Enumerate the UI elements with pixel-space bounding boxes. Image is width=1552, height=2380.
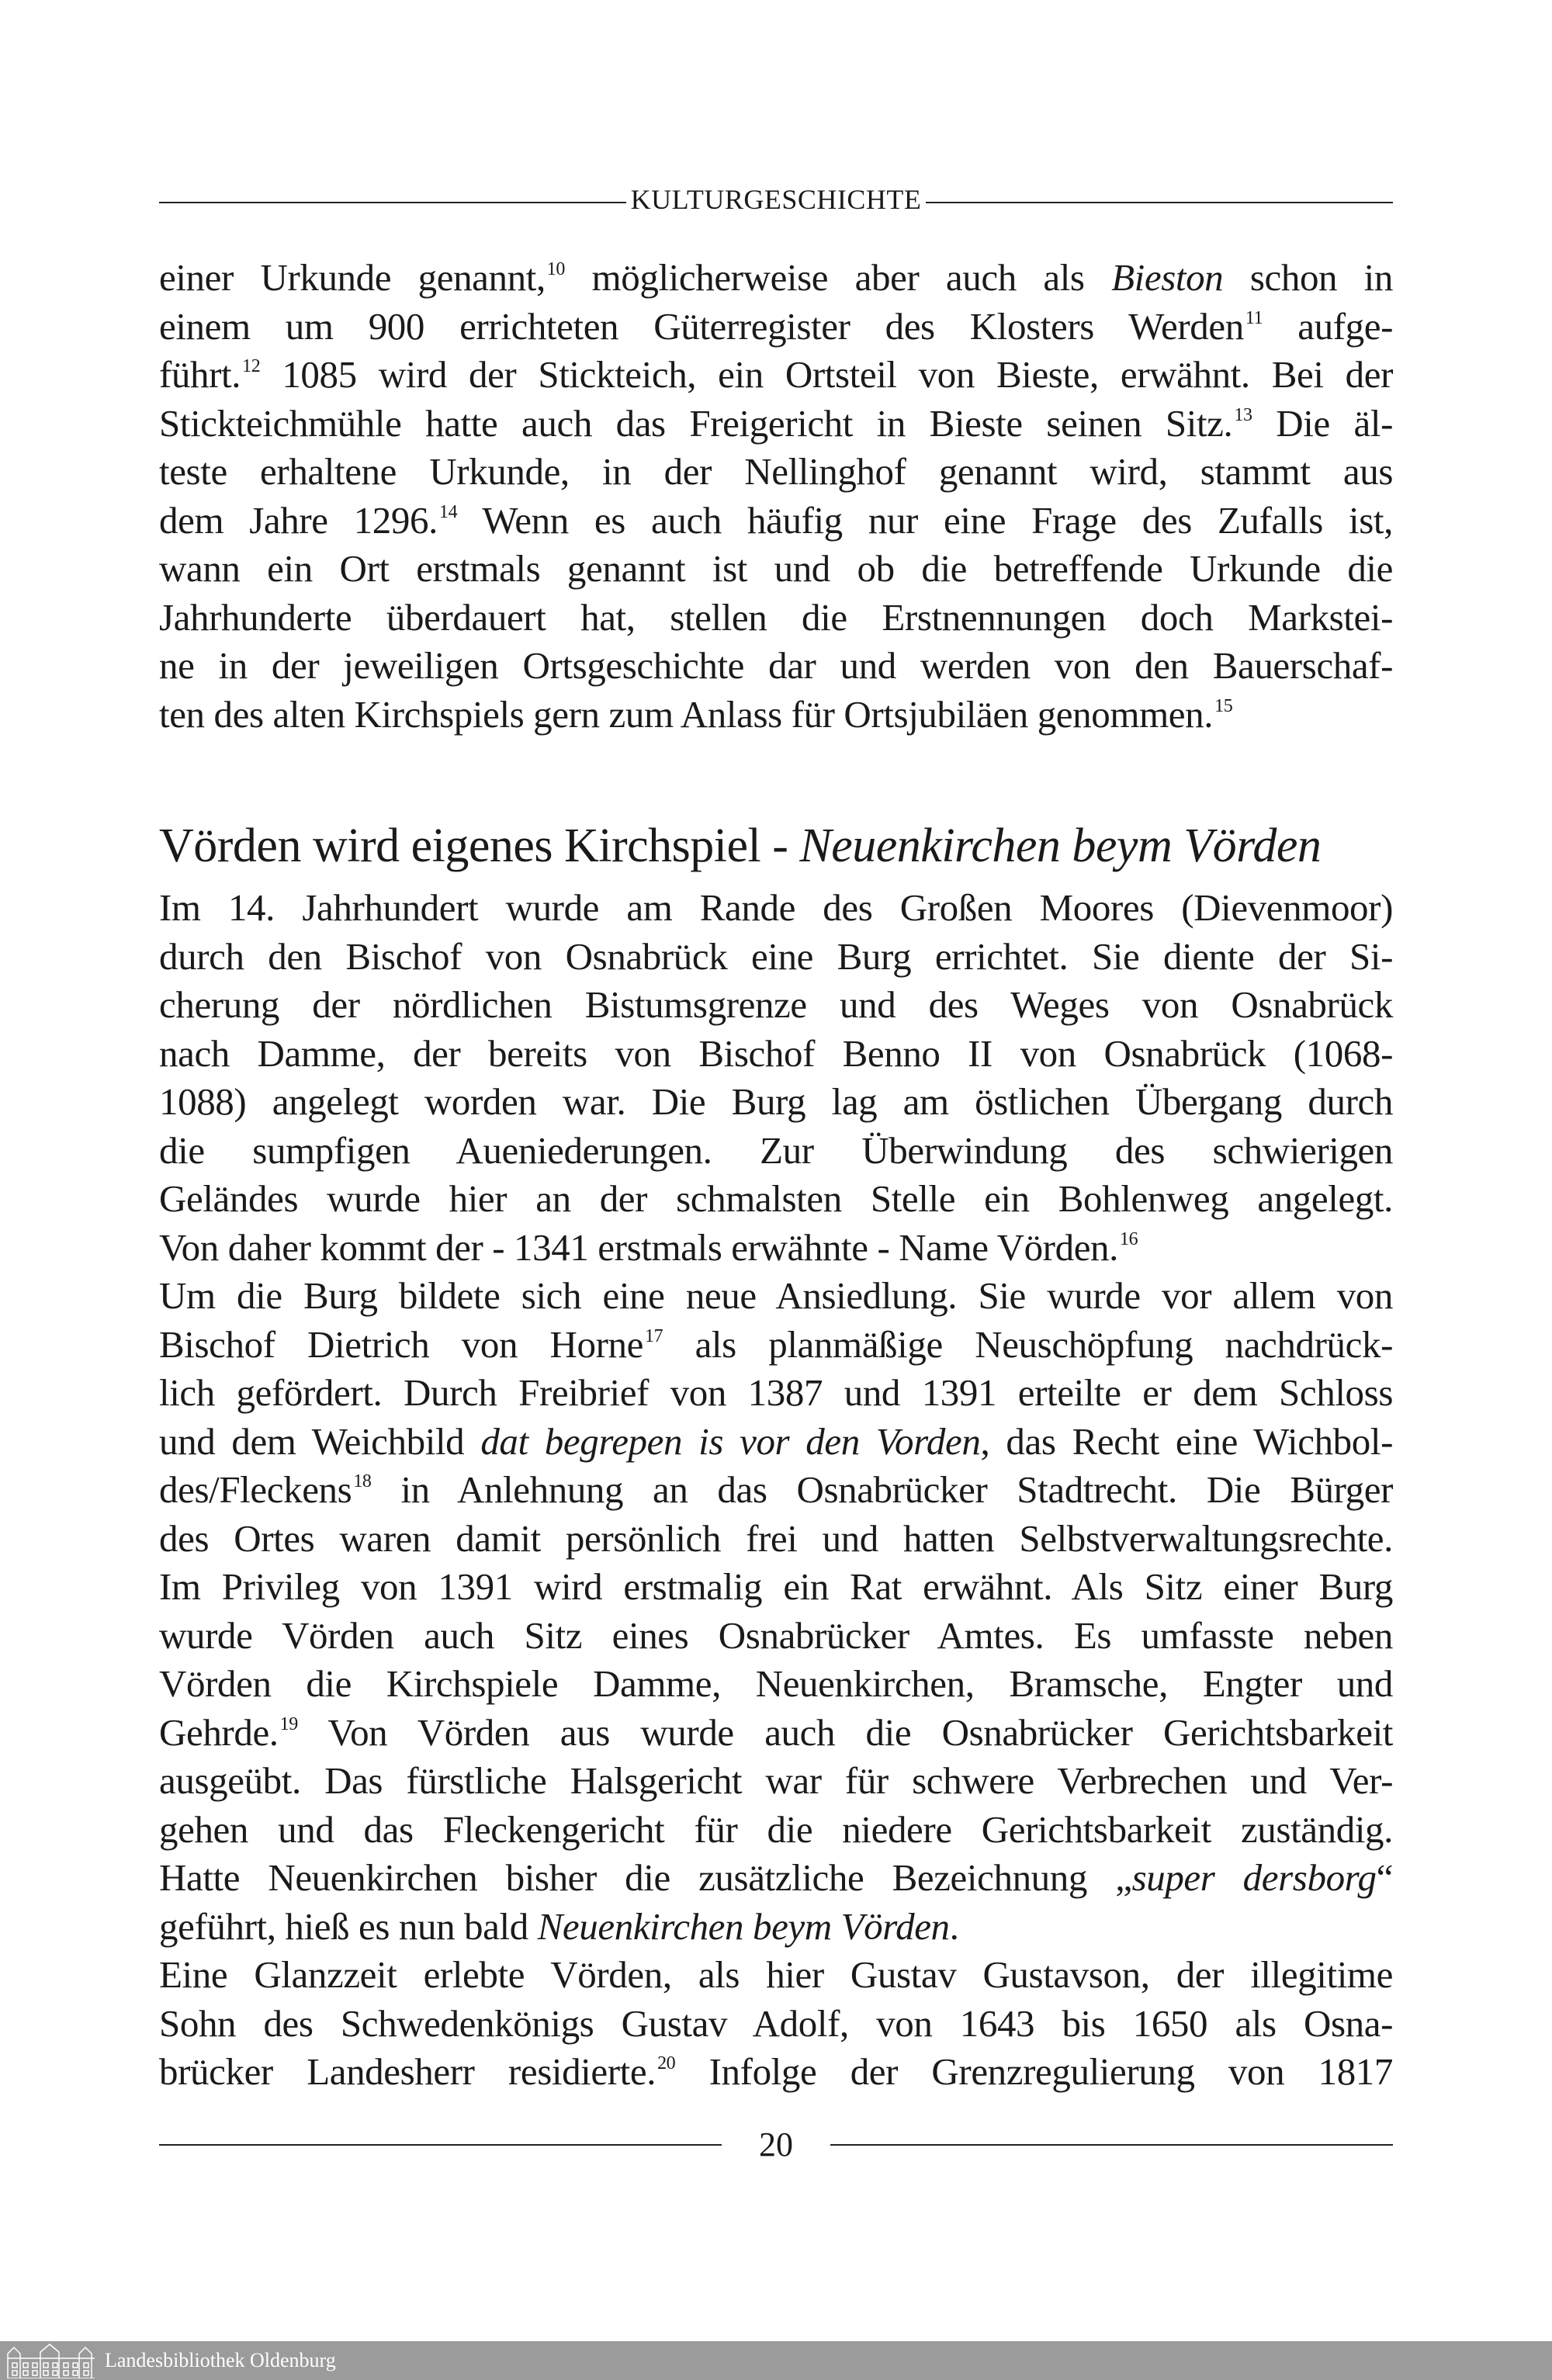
text-run: wann ein Ort erstmals genannt ist und ob die betreffende Urkunde die (159, 547, 1393, 590)
text-run: , das Recht eine Wichbol- (980, 1419, 1393, 1463)
text-line (159, 1078, 1393, 1127)
footnote-ref: 18 (353, 1471, 372, 1491)
text-line (159, 303, 1393, 352)
text-line (159, 1563, 1393, 1612)
text-line (159, 1369, 1393, 1418)
text-line (159, 1224, 1393, 1273)
italic-text: super dersborg (1131, 1856, 1377, 1899)
text-run: Vörden die Kirchspiele Damme, Neuenkirchen, Bramsche, Engter und (159, 1662, 1393, 1705)
italic-text: Neuenkirchen beym Vörden (537, 1904, 950, 1948)
text-line (159, 1127, 1393, 1176)
text-run: einer Urkunde genannt, (159, 256, 546, 299)
text-run: Die äl- (1252, 401, 1393, 445)
text-line (159, 642, 1393, 691)
text-line (159, 497, 1393, 546)
text-run: dem Jahre 1296. (159, 498, 438, 542)
footnote-ref: 10 (546, 259, 565, 279)
text-run: Wenn es auch häufig nur eine Frage des Zufalls ist, (457, 498, 1393, 542)
page-number: 20 (759, 2125, 793, 2163)
running-title: KULTURGESCHICHTE (626, 184, 927, 215)
text-line (159, 1321, 1393, 1370)
text-line (159, 2048, 1393, 2097)
running-head (0, 183, 1552, 216)
text-line (159, 1466, 1393, 1515)
text-run: des/Fleckens (159, 1468, 352, 1511)
footnote-ref: 17 (644, 1325, 663, 1346)
text-run: Im 14. Jahrhundert wurde am Rande des Großen Moores (Dievenmoor) (159, 886, 1393, 929)
section-heading-text: Vörden wird eigenes Kirchspiel - (159, 819, 800, 872)
text-run: Um die Burg bildete sich eine neue Ansiedlung. Sie wurde vor allem von (159, 1274, 1393, 1317)
text-run: des Ortes waren damit persönlich frei und hatten Selbstverwaltungsrechte. (159, 1516, 1393, 1560)
text-run: möglicherweise aber auch als (565, 256, 1112, 299)
text-run: wurde Vörden auch Sitz eines Osnabrücker Amtes. Es umfasste neben (159, 1613, 1393, 1657)
text-run: 1085 wird der Stickteich, ein Ortsteil von Bieste, erwähnt. Bei der (260, 353, 1393, 396)
text-line (159, 351, 1393, 400)
text-run: Hatte Neuenkirchen bisher die zusätzliche Bezeichnung „ (159, 1856, 1132, 1899)
text-run: Gehrde. (159, 1710, 279, 1754)
text-run: in Anlehnung an das Osnabrücker Stadtrecht. Die Bürger (371, 1468, 1393, 1511)
footnote-ref: 11 (1245, 307, 1263, 328)
text-run: cherung der nördlichen Bistumsgrenze und des Weges von Osnabrück (159, 983, 1393, 1026)
text-run: lich gefördert. Durch Freibrief von 1387 und 1391 erteilte er dem Schloss (159, 1371, 1393, 1414)
italic-text: dat begrepen is vor den Vorden (480, 1419, 981, 1463)
text-run: ne in der jeweiligen Ortsgeschichte dar und werden von den Bauerschaf- (159, 644, 1393, 687)
text-line (159, 981, 1393, 1030)
text-run: Von daher kommt der - 1341 erstmals erwähnte - Name Vörden. (159, 1225, 1118, 1269)
text-run: 1088) angelegt worden war. Die Burg lag am östlichen Übergang durch (159, 1080, 1393, 1123)
paragraph-1 (159, 254, 1393, 739)
text-line (159, 1515, 1393, 1564)
text-run: Jahrhunderte überdauert hat, stellen die Erstnennungen doch Markstei- (159, 595, 1393, 639)
paragraph-2 (159, 884, 1393, 2097)
footnote-ref: 13 (1234, 404, 1252, 425)
text-run: Von Vörden aus wurde auch die Osnabrücker Gerichtsbarkeit (297, 1710, 1393, 1754)
text-line (159, 884, 1393, 933)
text-line (159, 254, 1393, 303)
text-run: als planmäßige Neuschöpfung nachdrück- (663, 1322, 1393, 1366)
library-building-logo-icon (5, 2343, 96, 2378)
text-line (159, 1951, 1393, 2000)
footnote-ref: 20 (657, 2053, 676, 2073)
text-run: Bischof Dietrich von Horne (159, 1322, 643, 1366)
text-line (159, 1709, 1393, 1758)
text-run: teste erhaltene Urkunde, in der Nellinghof genannt wird, stammt aus (159, 450, 1393, 493)
text-run: Stickteichmühle hatte auch das Freigericht in Bieste seinen Sitz. (159, 401, 1233, 445)
text-line (159, 1612, 1393, 1661)
text-line (159, 594, 1393, 643)
library-footer-bar (0, 2341, 1552, 2380)
footnote-ref: 12 (242, 356, 261, 376)
text-run: aufge- (1263, 304, 1393, 348)
text-run: ten des alten Kirchspiels gern zum Anlass für Ortsjubiläen genommen. (159, 692, 1214, 736)
section-heading-italic: Neuenkirchen beym Vörden (799, 819, 1322, 872)
text-line (159, 1903, 1393, 1952)
text-run: Infolge der Grenzregulierung von 1817 (675, 2050, 1393, 2093)
text-line (159, 2000, 1393, 2049)
text-run: geführt, hieß es nun bald (159, 1904, 538, 1948)
text-run: die sumpfigen Aueniederungen. Zur Überwindung des schwierigen (159, 1128, 1393, 1172)
italic-text: Bieston (1111, 256, 1224, 299)
text-run: “ (1376, 1856, 1393, 1899)
footnote-ref: 14 (438, 501, 458, 522)
text-line (159, 1175, 1393, 1224)
library-name: Landesbibliothek Oldenburg (105, 2349, 336, 2371)
footnote-ref: 15 (1214, 695, 1233, 716)
text-run: und dem Weichbild (159, 1419, 481, 1463)
text-line (159, 691, 1393, 740)
footnote-ref: 19 (279, 1713, 298, 1734)
text-line (159, 1757, 1393, 1806)
footnote-ref: 16 (1120, 1228, 1138, 1249)
text-run: gehen und das Fleckengericht für die niedere Gerichtsbarkeit zuständig. (159, 1807, 1393, 1851)
text-line (159, 1854, 1393, 1903)
text-run: Im Privileg von 1391 wird erstmalig ein Rat erwähnt. Als Sitz einer Burg (159, 1565, 1393, 1608)
text-line (159, 400, 1393, 449)
text-run: durch den Bischof von Osnabrück eine Burg errichtet. Sie diente der Si- (159, 934, 1393, 978)
text-line (159, 545, 1393, 594)
section-heading (159, 819, 1393, 874)
text-run: brücker Landesherr residierte. (159, 2050, 656, 2093)
text-line (159, 1806, 1393, 1855)
text-run: . (949, 1904, 959, 1948)
text-run: Sohn des Schwedenkönigs Gustav Adolf, von 1643 bis 1650 als Osna- (159, 2001, 1393, 2045)
text-line (159, 1660, 1393, 1709)
text-run: führt. (159, 353, 241, 396)
text-line (159, 1418, 1393, 1467)
text-line (159, 1272, 1393, 1321)
text-run: Eine Glanzzeit erlebte Vörden, als hier Gustav Gustavson, der illegitime (159, 1953, 1393, 1996)
text-run: ausgeübt. Das fürstliche Halsgericht war für schwere Verbrechen und Ver- (159, 1759, 1393, 1802)
text-line (159, 933, 1393, 982)
text-run: Geländes wurde hier an der schmalsten Stelle ein Bohlenweg angelegt. (159, 1177, 1393, 1220)
text-run: schon in (1223, 256, 1393, 299)
text-run: nach Damme, der bereits von Bischof Benno II von Osnabrück (1068- (159, 1031, 1393, 1075)
text-line (159, 1030, 1393, 1079)
text-run: einem um 900 errichteten Güterregister des Klosters Werden (159, 304, 1244, 348)
text-line (159, 448, 1393, 497)
